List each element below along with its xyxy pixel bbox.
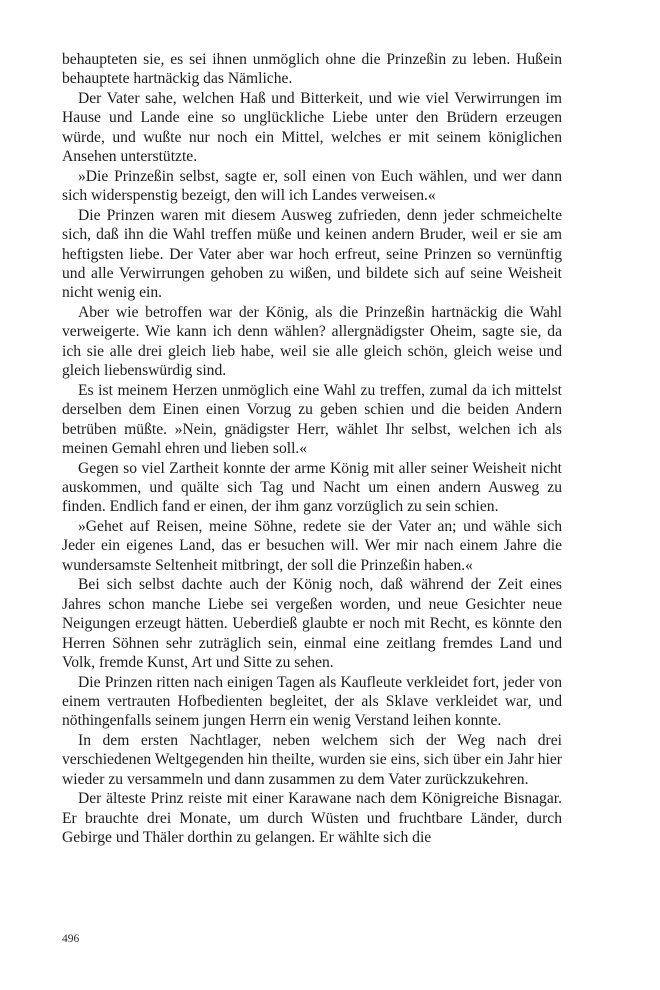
paragraph: In dem ersten Nachtlager, neben welchem sich der Weg nach drei verschiedenen Weltgegenden hin theilte, wurden sie eins, sich über ein Jahr hier wieder zu versammeln und dann zusammen zu dem Vater zurückzukehren. xyxy=(62,731,562,788)
paragraph: Der älteste Prinz reiste mit einer Karawane nach dem Königreiche Bisnagar. Er brauchte drei Monate, um durch Wüsten und fruchtbare Länder, durch Gebirge und Thäler dorthin zu gelangen. Er wählte sich die xyxy=(62,790,562,847)
paragraph: Es ist meinem Herzen unmöglich eine Wahl zu treffen, zumal da ich mittelst derselben dem Einen einen Vorzug zu geben schien und die beiden Andern betrüben müßte. »Nein, gnädigster Herr, wählet Ihr selbst, welchen ich als meinen Gemahl ehren und lieben soll.« xyxy=(62,381,562,458)
paragraph-continued: behaupteten sie, es sei ihnen unmöglich ohne die Prinzeßin zu leben. Hußein behauptete hartnäckig das Nämliche. xyxy=(62,51,562,88)
paragraph: »Gehet auf Reisen, meine Söhne, redete sie der Vater an; und wähle sich Jeder ein eigenes Land, das er besuchen will. Wer mir nach einem Jahre die wundersamste Seltenheit mitbringt, der soll die Prinzeßin haben.« xyxy=(62,517,562,574)
paragraph: Aber wie betroffen war der König, als die Prinzeßin hartnäckig die Wahl verweigerte. Wie kann ich denn wählen? allergnädigster Oheim, sagte sie, da ich sie alle drei gleich lieb habe, weil sie alle gleich schön, gleich weise und gleich liebenswürdig sind. xyxy=(62,303,562,380)
paragraph: Der Vater sahe, welchen Haß und Bitterkeit, und wie viel Verwirrungen im Hause und Lande eine so unglückliche Liebe unter den Brüdern erzeugen würde, und wußte nur noch ein Mittel, welches er mit seinem königlichen Ansehen unterstützte. xyxy=(62,89,562,166)
paragraph: Bei sich selbst dachte auch der König noch, daß während der Zeit eines Jahres schon manche Liebe sei vergeßen worden, und neue Gesichter neue Neigungen erzeugt hätten. Ueberdieß glaubte er noch mit Recht, es könnte den Herren Söhnen sehr zuträglich sein, einmal eine zeitlang fremdes Land und Volk, fremde Kunst, Art und Sitte zu sehen. xyxy=(62,576,562,672)
body-text xyxy=(62,50,562,848)
paragraph: »Die Prinzeßin selbst, sagte er, soll einen von Euch wählen, und wer dann sich widerspenstig bezeigt, den will ich Landes verweisen.« xyxy=(62,167,562,205)
paragraph: Die Prinzen waren mit diesem Ausweg zufrieden, denn jeder schmeichelte sich, daß ihn die Wahl treffen müße und keinen andern Bruder, weil er sie am heftigsten liebe. Der Vater aber war hoch erfreut, seine Prinzen so vernünftig und alle Verwirrungen gehoben zu wißen, und bildete sich auf seine Weisheit nicht wenig ein. xyxy=(62,206,562,302)
page-number: 496 xyxy=(62,933,80,945)
paragraph: Gegen so viel Zartheit konnte der arme König mit aller seiner Weisheit nicht auskommen, und quälte sich Tag und Nacht um einen andern Ausweg zu finden. Endlich fand er einen, der ihm ganz vorzüglich zu sein schien. xyxy=(62,459,562,516)
paragraph: Die Prinzen ritten nach einigen Tagen als Kaufleute verkleidet fort, jeder von einem vertrauten Hofbedienten begleitet, der als Sklave verkleidet war, und nöthingenfalls seinem jungen Herrn ein wenig Verstand leihen konnte. xyxy=(62,673,562,730)
